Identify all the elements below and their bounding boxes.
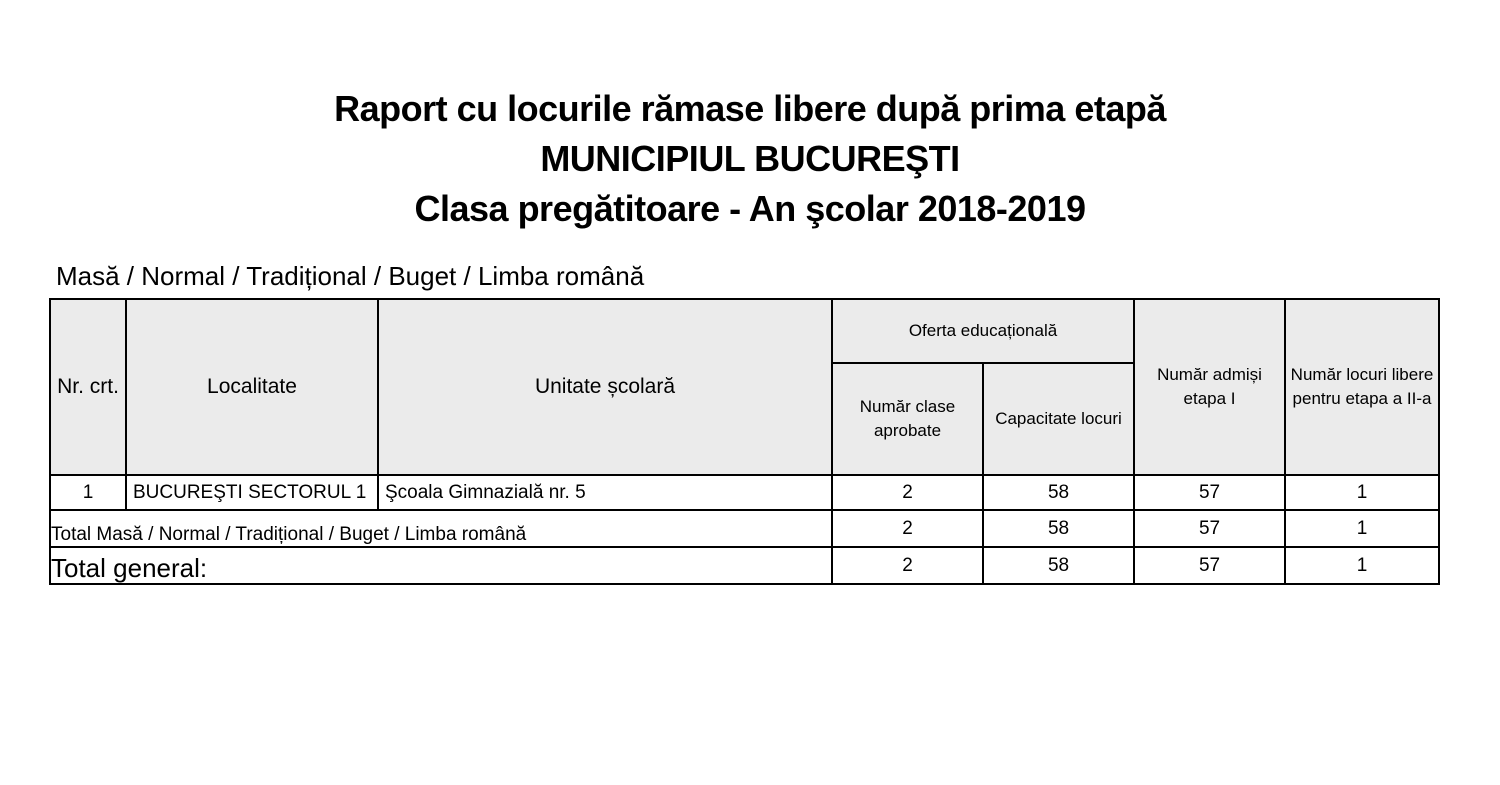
total-admisi: 57	[1134, 547, 1285, 584]
total-general-label: Total general:	[50, 547, 832, 584]
cell-clase: 2	[832, 475, 983, 510]
cell-unitate: Şcoala Gimnazială nr. 5	[378, 475, 832, 510]
total-capacitate: 58	[983, 547, 1134, 584]
cell-localitate: BUCUREŞTI SECTORUL 1	[126, 475, 378, 510]
header-unitate-scolara: Unitate școlară	[378, 299, 832, 475]
cell-capacitate: 58	[983, 475, 1134, 510]
cell-libere: 1	[1285, 475, 1439, 510]
subtotal-label: Total Masă / Normal / Tradițional / Buget / Limba română	[50, 510, 832, 547]
cell-nr: 1	[50, 475, 126, 510]
subtotal-clase: 2	[832, 510, 983, 547]
section-subtitle: Masă / Normal / Tradițional / Buget / Limba română	[56, 261, 645, 291]
table-row	[50, 475, 1439, 510]
cell-admisi: 57	[1134, 475, 1285, 510]
subtotal-row	[50, 510, 1439, 547]
header-capacitate-locuri: Capacitate locuri	[983, 363, 1134, 475]
header-localitate: Localitate	[126, 299, 378, 475]
title-line-municipality: MUNICIPIUL BUCUREŞTI	[540, 138, 960, 179]
total-general-row	[50, 547, 1439, 584]
title-line-report: Raport cu locurile rămase libere după prima etapă	[334, 88, 1166, 129]
subtotal-admisi: 57	[1134, 510, 1285, 547]
header-locuri-libere: Număr locuri libere pentru etapa a II-a	[1285, 299, 1439, 475]
report-title	[0, 84, 1500, 234]
title-line-class-year: Clasa pregătitoare - An şcolar 2018-2019	[414, 188, 1086, 229]
total-libere: 1	[1285, 547, 1439, 584]
header-numar-clase: Număr clase aprobate	[832, 363, 983, 475]
header-nr-crt: Nr. crt.	[50, 299, 126, 475]
header-row-top	[50, 299, 1439, 363]
header-oferta-educationala: Oferta educațională	[832, 299, 1134, 363]
places-table	[49, 298, 1440, 585]
header-numar-admisi: Număr admiși etapa I	[1134, 299, 1285, 475]
subtotal-libere: 1	[1285, 510, 1439, 547]
subtotal-capacitate: 58	[983, 510, 1134, 547]
total-clase: 2	[832, 547, 983, 584]
